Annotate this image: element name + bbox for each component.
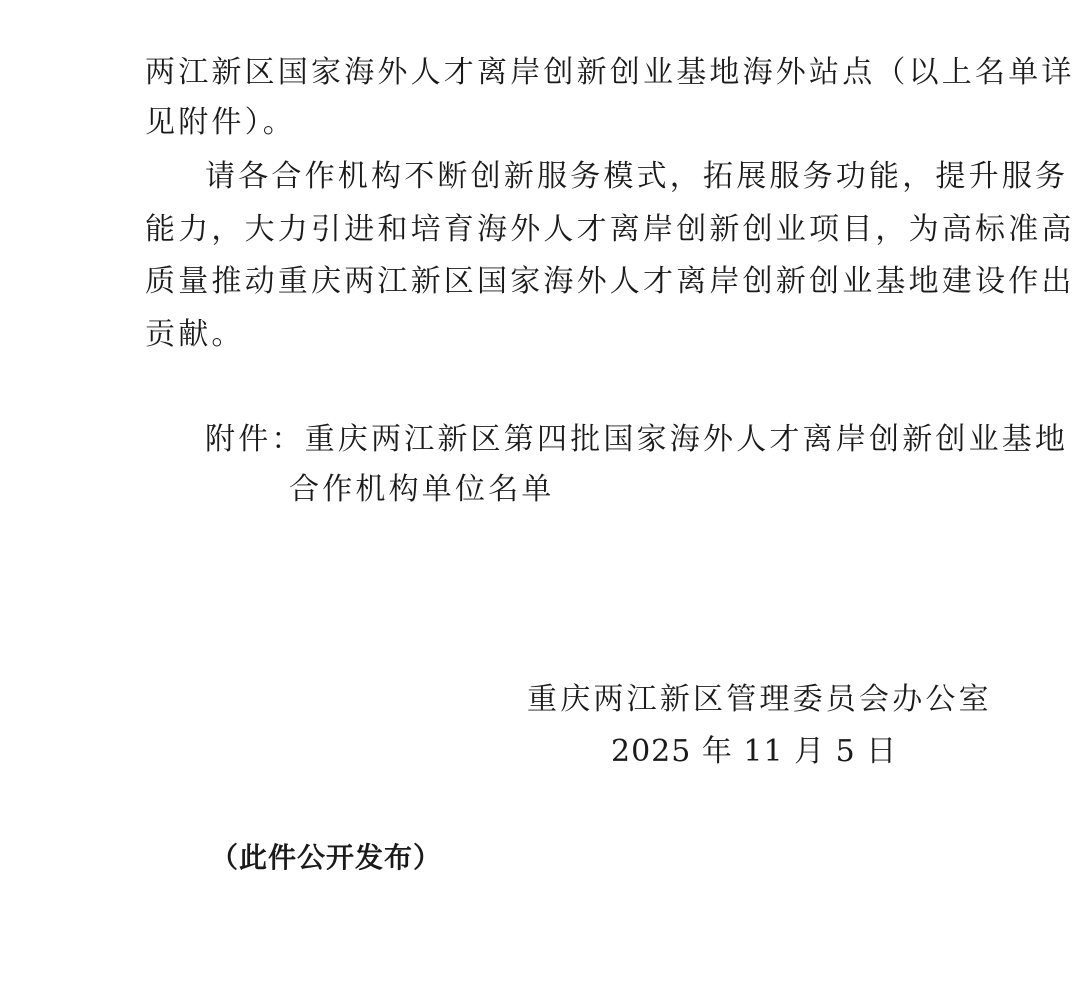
- paragraph-1-line-1: 两江新区国家海外人才离岸创新创业基地海外站点（以上名单详: [145, 55, 1075, 90]
- paragraph-2-line-2: 能力，大力引进和培育海外人才离岸创新创业项目，为高标准高: [145, 212, 1075, 247]
- attachment-line-2: 合作机构单位名单: [289, 472, 555, 507]
- paragraph-1-line-2: 见附件）。: [145, 105, 296, 140]
- paragraph-2-line-3: 质量推动重庆两江新区国家海外人才离岸创新创业基地建设作出: [145, 264, 1075, 299]
- issue-date: 2025 年 11 月 5 日: [611, 734, 898, 769]
- paragraph-2-line-4: 贡献。: [145, 317, 245, 352]
- paragraph-2-line-1: 请各合作机构不断创新服务模式，拓展服务功能，提升服务: [205, 159, 1069, 194]
- attachment-line-1: 附件：重庆两江新区第四批国家海外人才离岸创新创业基地: [205, 422, 1069, 457]
- publication-note: （此件公开发布）: [210, 841, 443, 874]
- issuer-name: 重庆两江新区管理委员会办公室: [527, 682, 992, 717]
